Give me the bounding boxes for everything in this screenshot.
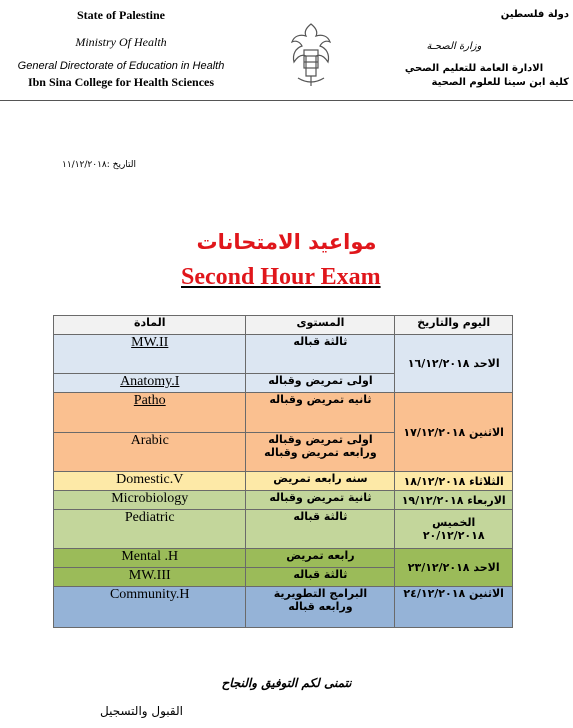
subject-cell: Microbiology [54, 491, 246, 510]
table-row [54, 491, 513, 510]
level-cell: اولى تمريض وقباله [246, 374, 395, 393]
directorate-en: General Directorate of Education in Health [17, 60, 225, 72]
subject-cell: Patho [133, 393, 166, 408]
level-cell: ثالثة قباله [246, 335, 395, 374]
table-row [54, 335, 513, 374]
date-line: التاريخ :١١/١٢/٢٠١٨ [62, 160, 137, 170]
table-header-row [54, 316, 513, 335]
subject-cell: Mental .H [54, 549, 246, 568]
day-cell: الاثنين ١٧/١٢/٢٠١٨ [395, 393, 513, 472]
level-cell-line2: ورابعه قباله [288, 600, 353, 613]
day-cell: الاربعاء ١٩/١٢/٢٠١٨ [395, 491, 513, 510]
table-row [54, 393, 513, 433]
subject-cell: Pediatric [54, 510, 246, 549]
level-cell: البرامج التطويرية [273, 587, 368, 600]
subject-cell: MW.II [131, 335, 169, 350]
table-row [54, 549, 513, 568]
header-right [379, 8, 569, 90]
day-cell: الثلاثاء ١٨/١٢/٢٠١٨ [395, 472, 513, 491]
college-en: Ibn Sina College for Health Sciences [27, 75, 215, 89]
subject-cell: Community.H [54, 587, 246, 628]
state-ar: دولة فلسطين [500, 9, 569, 20]
header-divider [0, 100, 573, 101]
subject-cell: Domestic.V [54, 472, 246, 491]
day-cell: الخميس [432, 516, 476, 529]
day-cell: الاثنين ٢٤/١٢/٢٠١٨ [395, 587, 513, 628]
day-cell: الاحد ١٦/١٢/٢٠١٨ [395, 335, 513, 393]
subject-cell: Arabic [54, 433, 246, 472]
ministry-en: Ministry Of Health [75, 35, 167, 49]
level-cell-line2: ورابعه تمريض وقباله [264, 446, 377, 459]
ministry-ar: وزارة الصحـة [426, 41, 482, 52]
table-row [54, 587, 513, 628]
level-cell: ثالثة قباله [246, 568, 395, 587]
level-cell: رابعه تمريض [246, 549, 395, 568]
title-arabic: مواعيد الامتحانات [196, 230, 377, 254]
header-left [6, 8, 236, 90]
day-cell: الاحد ٢٣/١٢/٢٠١٨ [395, 549, 513, 587]
level-cell: سنه رابعه تمريض [246, 472, 395, 491]
subject-cell: Anatomy.I [120, 374, 180, 389]
level-cell: ثانية تمريض وقباله [246, 491, 395, 510]
subject-cell: MW.III [54, 568, 246, 587]
header-day: اليوم والتاريخ [395, 316, 513, 335]
header-subject: المادة [54, 316, 246, 335]
table-row [54, 510, 513, 549]
state-en: State of Palestine [77, 8, 165, 22]
college-ar: كلية ابن سينا للعلوم الصحية [431, 77, 569, 88]
level-cell: ثانيه تمريض وقباله [246, 393, 395, 433]
palestine-emblem-icon [282, 18, 340, 92]
table-row [54, 472, 513, 491]
exam-schedule-table [53, 315, 513, 628]
directorate-ar: الادارة العامة للتعليم الصحي [404, 63, 544, 74]
level-cell: اولى تمريض وقباله [268, 433, 373, 446]
header-level: المستوى [246, 316, 395, 335]
signature: القبول والتسجيل [100, 704, 183, 718]
level-cell: ثالثة قباله [246, 510, 395, 549]
day-cell-line2: ٢٠/١٢/٢٠١٨ [422, 529, 485, 542]
title-english: Second Hour Exam [181, 264, 381, 290]
closing-note: نتمنى لكم التوفيق والنجاح [221, 676, 352, 690]
